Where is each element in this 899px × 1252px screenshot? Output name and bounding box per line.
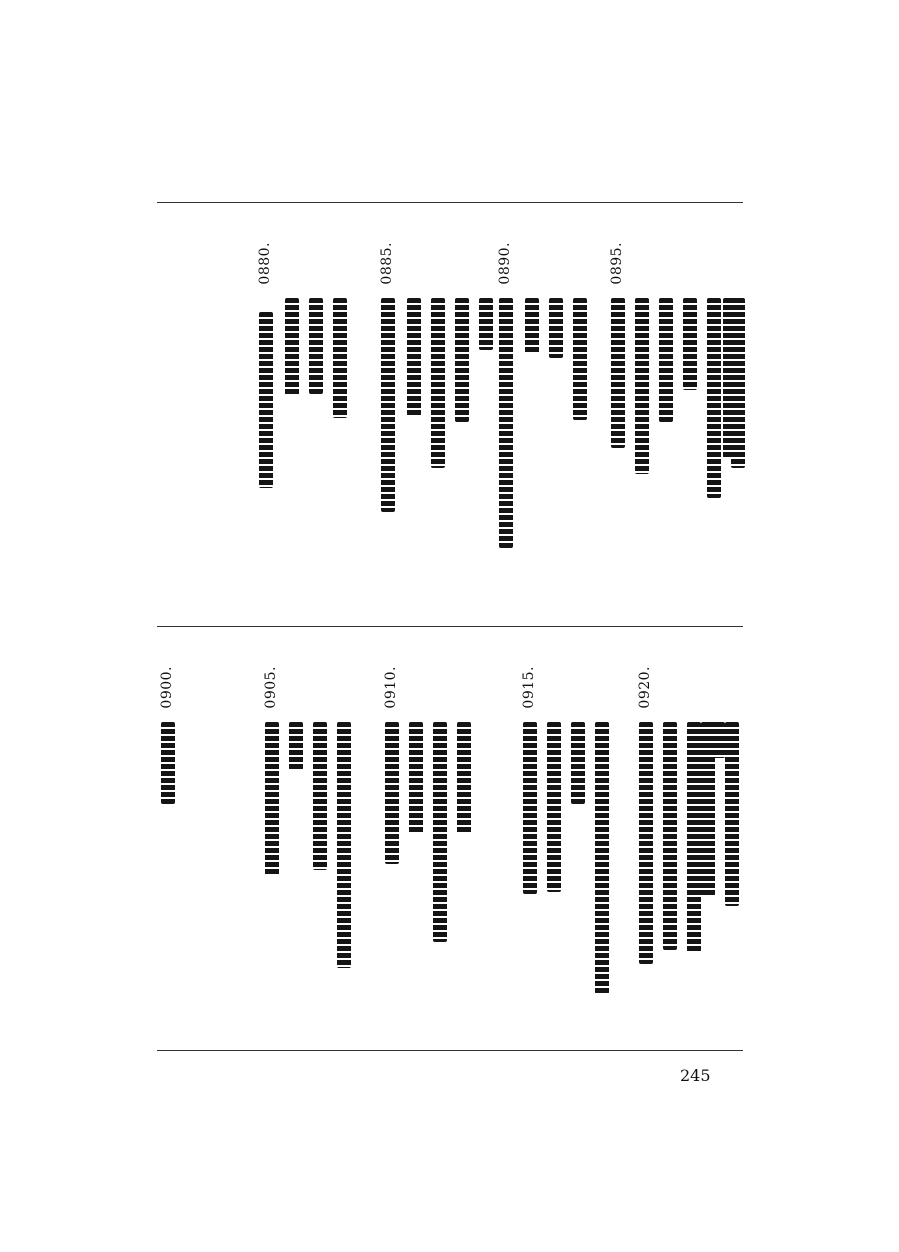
- top-block: [157, 242, 743, 622]
- entry-number: 0910.: [383, 666, 399, 709]
- entry-number: 0900.: [159, 666, 175, 709]
- entry-0900: [157, 666, 197, 1046]
- rule-bottom: [157, 1050, 743, 1051]
- entry-0880: [255, 242, 335, 622]
- page-number: 245: [680, 1066, 711, 1085]
- rule-top: [157, 202, 743, 203]
- entry-number: 0885.: [379, 242, 395, 285]
- rule-middle: [157, 626, 743, 627]
- entry-continuation: [719, 242, 743, 622]
- entry-number: 0895.: [609, 242, 625, 285]
- entry-0890: [495, 242, 575, 622]
- entry-number: 0890.: [497, 242, 513, 285]
- entry-number: 0905.: [263, 666, 279, 709]
- entry-0915: [519, 666, 619, 1046]
- entry-0905: [261, 666, 361, 1046]
- entry-continuation: [697, 666, 743, 1046]
- entry-number: 0915.: [521, 666, 537, 709]
- entry-0910: [381, 666, 465, 1046]
- entry-0885: [377, 242, 477, 622]
- entry-number: 0880.: [257, 242, 273, 285]
- entry-number: 0920.: [637, 666, 653, 709]
- bottom-block: [157, 666, 743, 1046]
